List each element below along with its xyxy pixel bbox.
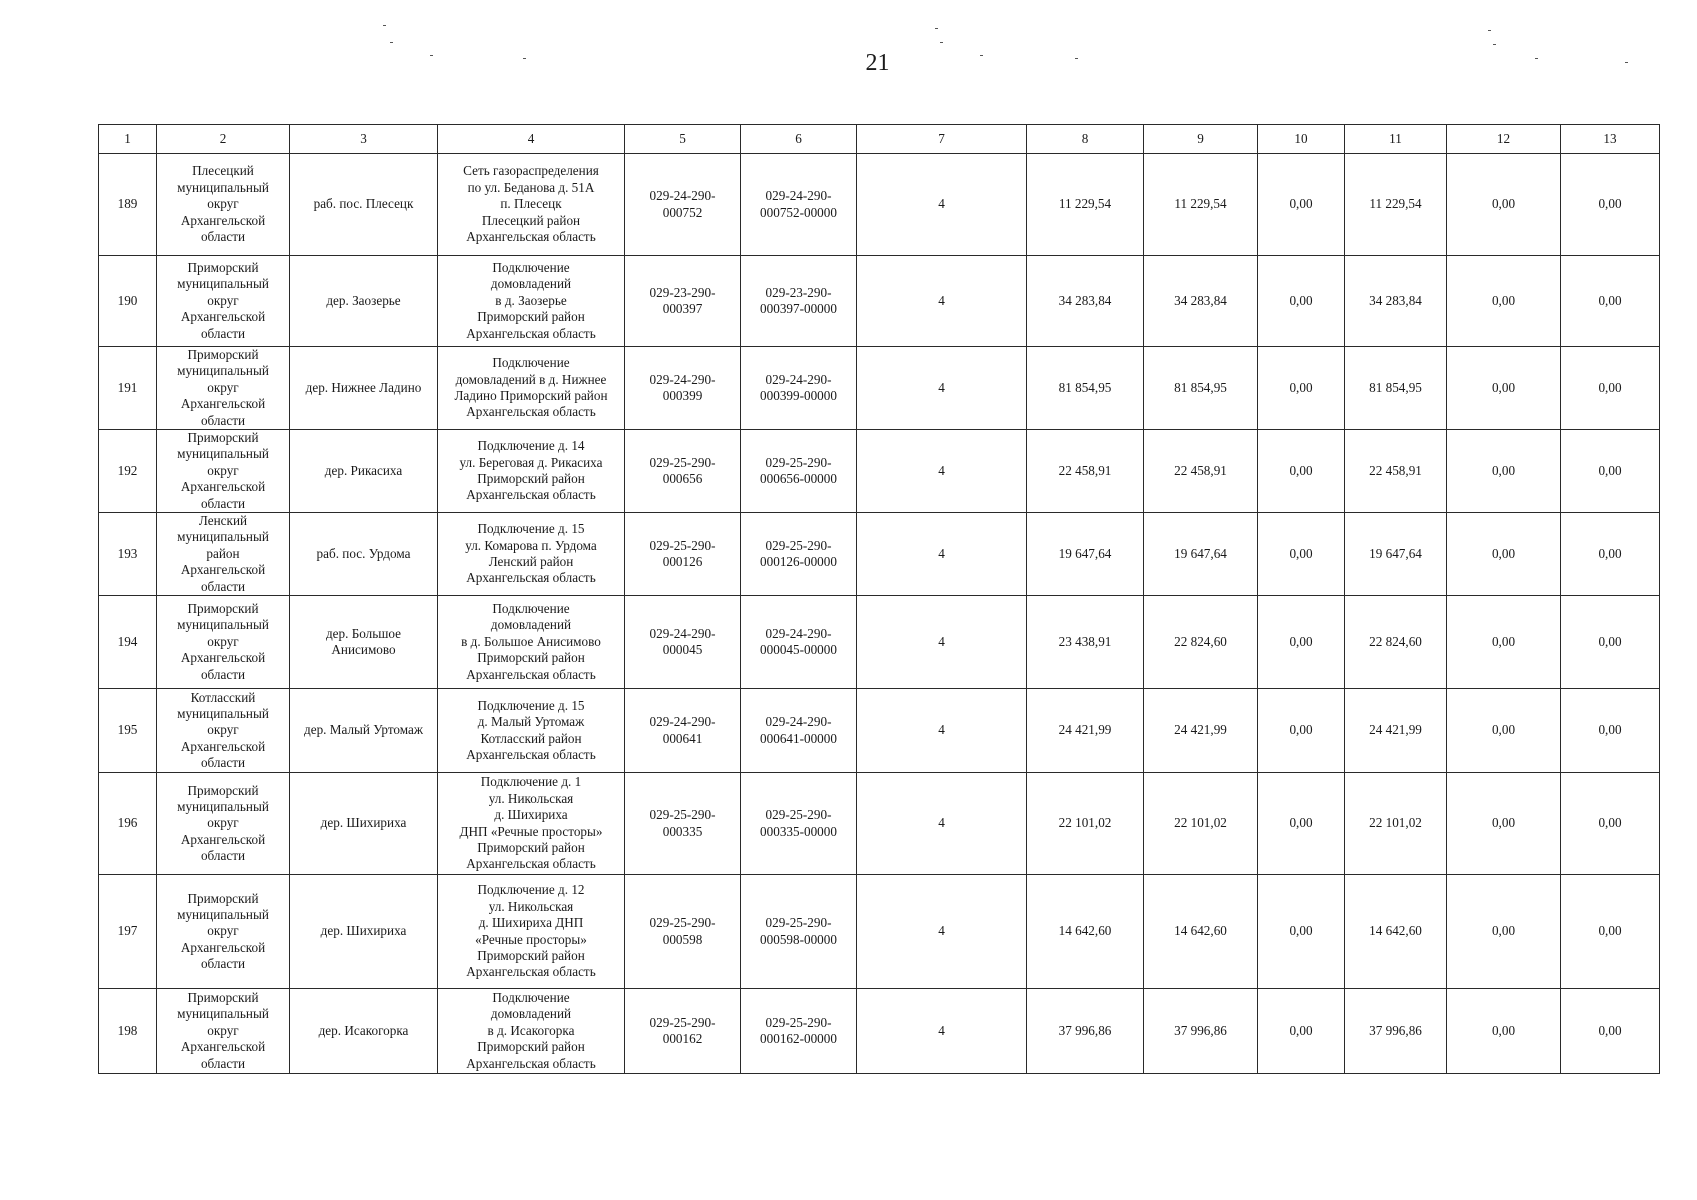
header-row (99, 125, 1660, 154)
row-number-cell: 191 (99, 347, 157, 430)
amount-cell: 0,00 (1447, 689, 1561, 773)
code-cell: 029-24-290- 000641 (625, 689, 741, 773)
amount-cell: 11 229,54 (1345, 154, 1447, 256)
amount-cell: 0,00 (1447, 154, 1561, 256)
column-header: 9 (1144, 125, 1258, 154)
full-code-cell: 029-24-290- 000045-00000 (741, 596, 857, 689)
amount-cell: 81 854,95 (1027, 347, 1144, 430)
amount-cell: 19 647,64 (1345, 513, 1447, 596)
category-cell: 4 (857, 989, 1027, 1074)
table-row (99, 596, 1660, 689)
table-header (99, 125, 1660, 154)
category-cell: 4 (857, 513, 1027, 596)
row-number-cell: 189 (99, 154, 157, 256)
category-cell: 4 (857, 773, 1027, 875)
table-row (99, 256, 1660, 347)
municipality-cell: Приморский муниципальный округ Архангельской области (157, 347, 290, 430)
amount-cell: 0,00 (1561, 689, 1660, 773)
amount-cell: 22 101,02 (1345, 773, 1447, 875)
amount-cell: 34 283,84 (1345, 256, 1447, 347)
column-header: 3 (290, 125, 438, 154)
table-row (99, 989, 1660, 1074)
code-cell: 029-24-290- 000752 (625, 154, 741, 256)
amount-cell: 22 458,91 (1144, 430, 1258, 513)
column-header: 4 (438, 125, 625, 154)
column-header: 10 (1258, 125, 1345, 154)
amount-cell: 34 283,84 (1144, 256, 1258, 347)
object-description-cell: Сеть газораспределения по ул. Беданова д. 51А п. Плесецк Плесецкий район Архангельская область (438, 154, 625, 256)
amount-cell: 0,00 (1258, 430, 1345, 513)
amount-cell: 34 283,84 (1027, 256, 1144, 347)
amount-cell: 0,00 (1447, 430, 1561, 513)
amount-cell: 0,00 (1258, 989, 1345, 1074)
scan-speck (935, 28, 938, 29)
object-description-cell: Подключение д. 1 ул. Никольская д. Шихириха ДНП «Речные просторы» Приморский район Архангельская область (438, 773, 625, 875)
amount-cell: 22 458,91 (1027, 430, 1144, 513)
scan-speck (940, 42, 943, 43)
amount-cell: 0,00 (1258, 347, 1345, 430)
amount-cell: 0,00 (1561, 154, 1660, 256)
amount-cell: 0,00 (1561, 875, 1660, 989)
full-code-cell: 029-25-290- 000126-00000 (741, 513, 857, 596)
settlement-cell: дер. Исакогорка (290, 989, 438, 1074)
amount-cell: 81 854,95 (1345, 347, 1447, 430)
column-header: 12 (1447, 125, 1561, 154)
amount-cell: 0,00 (1561, 773, 1660, 875)
amount-cell: 37 996,86 (1144, 989, 1258, 1074)
settlement-cell: дер. Большое Анисимово (290, 596, 438, 689)
category-cell: 4 (857, 875, 1027, 989)
page-number: 21 (865, 50, 890, 76)
row-number-cell: 198 (99, 989, 157, 1074)
full-code-cell: 029-25-290- 000162-00000 (741, 989, 857, 1074)
amount-cell: 0,00 (1447, 773, 1561, 875)
object-description-cell: Подключение д. 15 ул. Комарова п. Урдома Ленский район Архангельская область (438, 513, 625, 596)
amount-cell: 0,00 (1447, 347, 1561, 430)
amount-cell: 22 101,02 (1144, 773, 1258, 875)
amount-cell: 24 421,99 (1027, 689, 1144, 773)
table-row (99, 875, 1660, 989)
amount-cell: 0,00 (1561, 596, 1660, 689)
settlement-cell: раб. пос. Плесецк (290, 154, 438, 256)
amount-cell: 22 824,60 (1144, 596, 1258, 689)
category-cell: 4 (857, 596, 1027, 689)
category-cell: 4 (857, 256, 1027, 347)
table-row (99, 773, 1660, 875)
amount-cell: 22 458,91 (1345, 430, 1447, 513)
amount-cell: 0,00 (1561, 513, 1660, 596)
table-body (99, 154, 1660, 1074)
amount-cell: 0,00 (1561, 256, 1660, 347)
settlement-cell: дер. Шихириха (290, 875, 438, 989)
code-cell: 029-25-290- 000335 (625, 773, 741, 875)
code-cell: 029-24-290- 000399 (625, 347, 741, 430)
amount-cell: 0,00 (1258, 596, 1345, 689)
register-table (98, 124, 1660, 1074)
municipality-cell: Приморский муниципальный округ Архангельской области (157, 989, 290, 1074)
amount-cell: 0,00 (1258, 875, 1345, 989)
object-description-cell: Подключение домовладений в д. Нижнее Ладино Приморский район Архангельская область (438, 347, 625, 430)
table-row (99, 430, 1660, 513)
code-cell: 029-25-290- 000162 (625, 989, 741, 1074)
column-header: 2 (157, 125, 290, 154)
column-header: 8 (1027, 125, 1144, 154)
code-cell: 029-25-290- 000598 (625, 875, 741, 989)
amount-cell: 0,00 (1561, 347, 1660, 430)
column-header: 13 (1561, 125, 1660, 154)
full-code-cell: 029-23-290- 000397-00000 (741, 256, 857, 347)
settlement-cell: дер. Малый Уртомаж (290, 689, 438, 773)
full-code-cell: 029-25-290- 000598-00000 (741, 875, 857, 989)
amount-cell: 37 996,86 (1027, 989, 1144, 1074)
municipality-cell: Приморский муниципальный округ Архангельской области (157, 773, 290, 875)
table-row (99, 689, 1660, 773)
amount-cell: 0,00 (1258, 154, 1345, 256)
settlement-cell: дер. Заозерье (290, 256, 438, 347)
scan-speck (1488, 30, 1491, 31)
settlement-cell: дер. Рикасиха (290, 430, 438, 513)
table-row (99, 513, 1660, 596)
amount-cell: 0,00 (1447, 256, 1561, 347)
amount-cell: 81 854,95 (1144, 347, 1258, 430)
code-cell: 029-23-290- 000397 (625, 256, 741, 347)
amount-cell: 11 229,54 (1027, 154, 1144, 256)
scan-speck (383, 25, 386, 26)
municipality-cell: Приморский муниципальный округ Архангельской области (157, 875, 290, 989)
amount-cell: 0,00 (1561, 989, 1660, 1074)
municipality-cell: Приморский муниципальный округ Архангельской области (157, 430, 290, 513)
settlement-cell: дер. Нижнее Ладино (290, 347, 438, 430)
code-cell: 029-25-290- 000126 (625, 513, 741, 596)
amount-cell: 23 438,91 (1027, 596, 1144, 689)
full-code-cell: 029-24-290- 000641-00000 (741, 689, 857, 773)
amount-cell: 0,00 (1258, 773, 1345, 875)
amount-cell: 0,00 (1447, 513, 1561, 596)
category-cell: 4 (857, 347, 1027, 430)
amount-cell: 0,00 (1447, 989, 1561, 1074)
amount-cell: 0,00 (1258, 513, 1345, 596)
amount-cell: 19 647,64 (1027, 513, 1144, 596)
amount-cell: 0,00 (1447, 875, 1561, 989)
amount-cell: 14 642,60 (1027, 875, 1144, 989)
code-cell: 029-25-290- 000656 (625, 430, 741, 513)
object-description-cell: Подключение д. 14 ул. Береговая д. Рикасиха Приморский район Архангельская область (438, 430, 625, 513)
object-description-cell: Подключение домовладений в д. Заозерье Приморский район Архангельская область (438, 256, 625, 347)
amount-cell: 22 101,02 (1027, 773, 1144, 875)
amount-cell: 0,00 (1561, 430, 1660, 513)
full-code-cell: 029-25-290- 000656-00000 (741, 430, 857, 513)
column-header: 6 (741, 125, 857, 154)
column-header: 5 (625, 125, 741, 154)
full-code-cell: 029-24-290- 000399-00000 (741, 347, 857, 430)
amount-cell: 37 996,86 (1345, 989, 1447, 1074)
amount-cell: 19 647,64 (1144, 513, 1258, 596)
amount-cell: 0,00 (1258, 689, 1345, 773)
row-number-cell: 195 (99, 689, 157, 773)
row-number-cell: 192 (99, 430, 157, 513)
object-description-cell: Подключение домовладений в д. Исакогорка Приморский район Архангельская область (438, 989, 625, 1074)
object-description-cell: Подключение д. 15 д. Малый Уртомаж Котласский район Архангельская область (438, 689, 625, 773)
category-cell: 4 (857, 154, 1027, 256)
municipality-cell: Приморский муниципальный округ Архангельской области (157, 596, 290, 689)
municipality-cell: Плесецкий муниципальный округ Архангельской области (157, 154, 290, 256)
row-number-cell: 190 (99, 256, 157, 347)
full-code-cell: 029-25-290- 000335-00000 (741, 773, 857, 875)
row-number-cell: 193 (99, 513, 157, 596)
row-number-cell: 194 (99, 596, 157, 689)
category-cell: 4 (857, 430, 1027, 513)
scan-speck (1493, 44, 1496, 45)
amount-cell: 24 421,99 (1345, 689, 1447, 773)
row-number-cell: 196 (99, 773, 157, 875)
code-cell: 029-24-290- 000045 (625, 596, 741, 689)
settlement-cell: дер. Шихириха (290, 773, 438, 875)
municipality-cell: Приморский муниципальный округ Архангельской области (157, 256, 290, 347)
amount-cell: 0,00 (1447, 596, 1561, 689)
amount-cell: 24 421,99 (1144, 689, 1258, 773)
row-number-cell: 197 (99, 875, 157, 989)
amount-cell: 0,00 (1258, 256, 1345, 347)
amount-cell: 14 642,60 (1144, 875, 1258, 989)
column-header: 1 (99, 125, 157, 154)
municipality-cell: Котласский муниципальный округ Архангельской области (157, 689, 290, 773)
municipality-cell: Ленский муниципальный район Архангельской области (157, 513, 290, 596)
settlement-cell: раб. пос. Урдома (290, 513, 438, 596)
scan-speck (390, 42, 393, 43)
table-row (99, 347, 1660, 430)
category-cell: 4 (857, 689, 1027, 773)
amount-cell: 11 229,54 (1144, 154, 1258, 256)
column-header: 11 (1345, 125, 1447, 154)
amount-cell: 14 642,60 (1345, 875, 1447, 989)
object-description-cell: Подключение домовладений в д. Большое Анисимово Приморский район Архангельская область (438, 596, 625, 689)
table-row (99, 154, 1660, 256)
full-code-cell: 029-24-290- 000752-00000 (741, 154, 857, 256)
amount-cell: 22 824,60 (1345, 596, 1447, 689)
object-description-cell: Подключение д. 12 ул. Никольская д. Шихириха ДНП «Речные просторы» Приморский район Архангельская область (438, 875, 625, 989)
column-header: 7 (857, 125, 1027, 154)
